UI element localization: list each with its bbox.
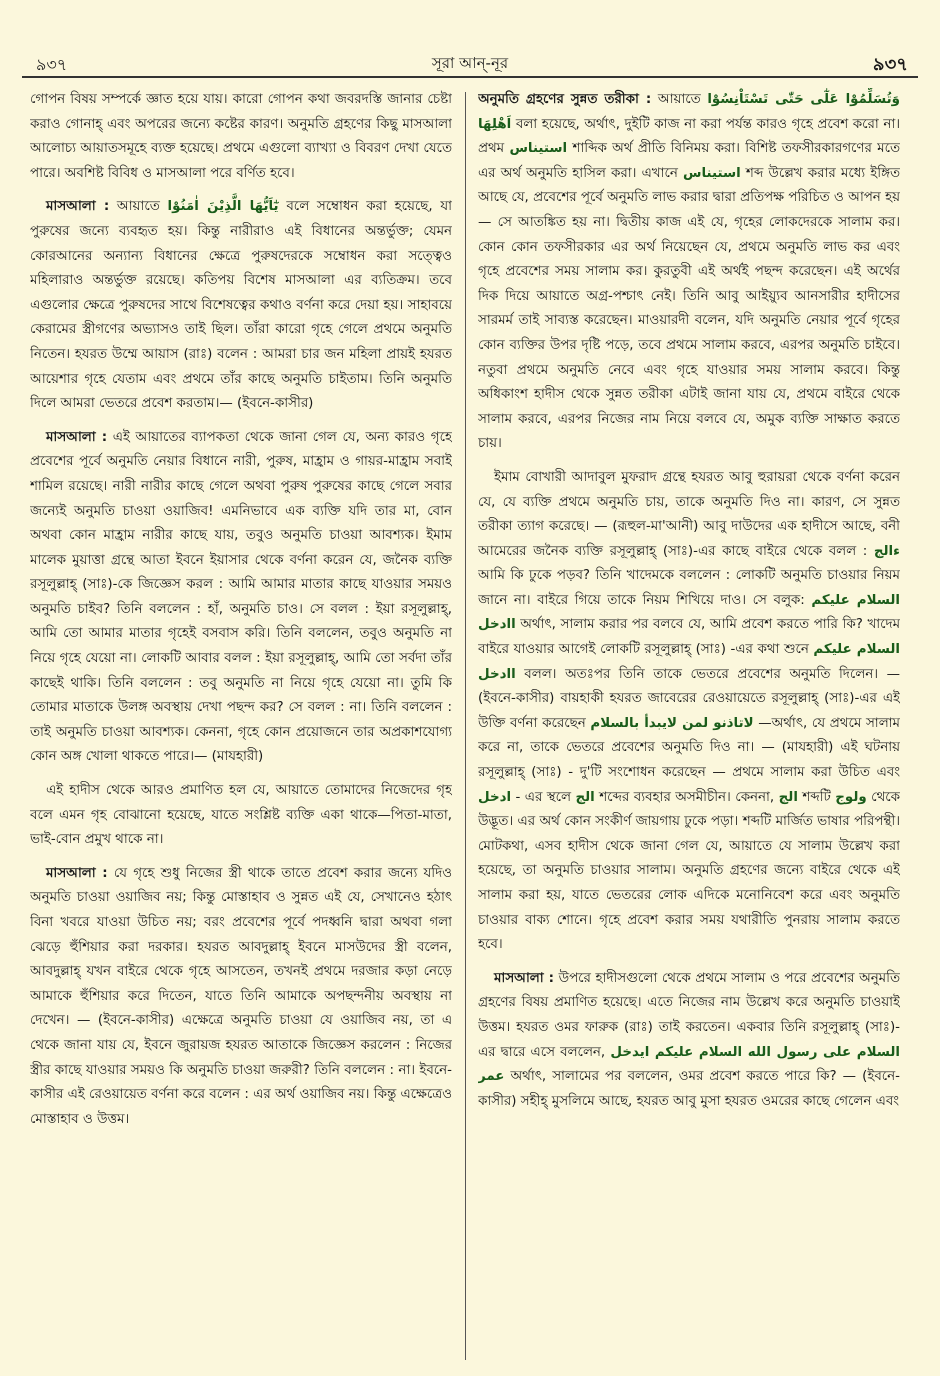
arabic-text: السلام على رسول الله السلام عليكم ايدخل عمر [478,1044,900,1085]
arabic-text: حَتّٰى تَسْتَاْنِسُوْا [707,92,804,107]
arabic-text: استيناس [683,165,741,181]
arabic-text: ولوج [835,789,867,805]
body-text: অর্থাৎ, সালামের পর বললেন, ওমর প্রবেশ করতে পারে কি? — (ইবনে-কাসীর) সহীহ্ মুসলিমে আছে, হযরত আবু মুসা হযরত ওমরের কাছে গেলেন এবং [478,1069,900,1109]
body-text: অর্থাৎ, সালাম করার পর বলবে যে, আমি প্রবেশ করতে পারি কি? খাদেম বাইরে যাওয়ার আগেই লোকটি রসূলুল্লাহ্ (সাঃ) -এর কথা শুনে [478,617,900,658]
paragraph [478,88,900,457]
column-divider [465,92,466,1360]
left-page-number: ৯৩৭ [36,55,68,74]
body-text: শব্দ উল্লেখ করার মধ্যে ইঙ্গিত আছে যে, প্রবেশের পূর্বে অনুমতি লাভ করার দ্বারা প্রতিপক্ষ পরিচিত ও আপন হয়— সে আতঙ্কিত হয় না। দ্বিতীয় কাজ এই যে, গৃহের লোকদেরকে সালাম কর। কোন কোন তফসীরকার এর অর্থ নিয়েছেন যে, প্রথমে অনুমতি লাভ কর এবং গৃহে প্রবেশের সময় সালাম কর। কুরতুবী এই অর্থই পছন্দ করেছেন। এই অর্থের দিক দিয়ে আয়াতে অগ্র-পশ্চাৎ নেই। তিনি আবু আইয়্যুব আনসারীর হাদীসের সারমর্ম তাই সাব্যস্ত করেছেন। মাওয়ারদী বলেন, যদি অনুমতি নেয়ার পূর্বে গৃহের কোন ব্যক্তির উপর দৃষ্টি পড়ে, তবে প্রথমে সালাম করবে, এরপর অনুমতি চাইবে। নতুবা প্রথমে অনুমতি নেবে এবং গৃহে যাওয়ার সময় সালাম করবে। কিন্তু অধিকাংশ হাদীস থেকে সুন্নত তরীকা এটাই জানা যায় যে, প্রথমে বাইরে থেকে সালাম করবে, এরপর নিজের নাম নিয়ে বলবে যে, অমুক ব্যক্তি সাক্ষাত করতে চায়। [478,165,900,452]
paragraph [30,862,452,1133]
body-text: বলে সম্বোধন করা হয়েছে, যা পুরুষের জন্যে ব্যবহৃত হয়। কিন্তু নারীরাও এই বিধানের অন্তর্ভুক্ত; যেমন কোরআনের অন্যান্য বিধানের ক্ষেত্রে পুরুষদেরকে সম্বোধন করা সত্ত্বেও মহিলারাও অন্তর্ভুক্ত রয়েছে। কতিপয় বিশেষ মাসআলা এর ব্যতিক্রম। তবে এগুলোর ক্ষেত্রে পুরুষদের সাথে বিশেষত্বের কথাও বর্ণনা করে দেয়া হয়। সাহাবয়ে কেরামের স্ত্রীগণের অভ্যাসও তাই ছিল। তাঁরা কারো গৃহে গেলে প্রথমে অনুমতি নিতেন। হযরত উম্মে আয়াস (রাঃ) বলেন : আমরা চার জন মহিলা প্রায়ই হযরত আয়েশার গৃহে যেতাম এবং প্রথমে তাঁর কাছে অনুমতি চাইতাম। তিনি অনুমতি দিলে আমরা ভেতরে প্রবেশ করতাম।— (ইবনে-কাসীর) [30,199,452,412]
paragraph [30,426,452,770]
body-text: ইমাম বোখারী আদাবুল মুফরাদ গ্রন্থে হযরত আবু হুরায়রা থেকে বর্ণনা করেন যে, যে ব্যক্তি প্রথমে অনুমতি চায়, তাকে অনুমতি দিও না। কারণ, সে সুন্নত তরীকা ত্যাগ করেছে। — (রূহুল-মা'আনী) আবু দাউদের এক হাদীসে আছে, বনী আমেরের জনৈক ব্যক্তি রসূলুল্লাহ্ (সাঃ)-এর কাছে বাইরে থেকে বলল : [478,469,900,559]
arabic-text: لاتاذنو لمن لايبدأ بالسلام [590,715,754,731]
body-text: গোপন বিষয় সম্পর্কে জ্ঞাত হয়ে যায়। কারো গোপন কথা জবরদস্তি জানার চেষ্টা করাও গোনাহ্ এবং অপরের জন্যে কষ্টের কারণ। অনুমতি গ্রহণের কিছু মাসআলা আলোচ্য আয়াতসমূহে ব্যক্ত হয়েছে। প্রথমে এগুলো ব্যাখ্যা ও বিবরণ দেখা যেতে পারে। অবশিষ্ট বিবিধ ও মাসআলা পরে বর্ণিত হবে। [30,92,452,181]
arabic-text: السلام عليكم اادخل [478,642,900,682]
body-text: - এর স্থলে [511,789,576,805]
body-text: এই আয়াতের ব্যাপকতা থেকে জানা গেল যে, অন্য কারও গৃহে প্রবেশের পূর্বে অনুমতি নেয়ার বিধানে নারী, পুরুষ, মাহ্রাম ও গায়র-মাহ্রাম সবাই শামিল রয়েছে। নারী নারীর কাছে গেলে অথবা পুরুষ পুরুষের কাছে গেলে সবার জন্যেই অনুমতি চাওয়া ওয়াজিব! এমনিভাবে এক ব্যক্তি যদি তার মা, বোন অথবা কোন মাহ্রাম নারীর কাছে যায়, তবুও অনুমতি চাওয়া আবশ্যক। ইমাম মালেক মুয়াত্তা গ্রন্থে আতা ইবনে ইয়াসার থেকে বর্ণনা করেন যে, জনৈক ব্যক্তি রসূলুল্লাহ্ (সাঃ)-কে জিজ্ঞেস করল : আমি আমার মাতার কাছে যাওয়ার সময়ও অনুমতি চাইব? তিনি বললেন : হাঁ, অনুমতি চাও। সে বলল : ইয়া রসূলুল্লাহ্, আমি তো আমার মাতার গৃহেই বসবাস করি। তিনি বললেন, তবুও অনুমতি না নিয়ে গৃহে যেয়ো না। লোকটি আবার বলল : ইয়া রসূলুল্লাহ্, আমি তো সর্বদা তাঁর কাছেই থাকি। তিনি বললেন : তবু অনুমতি না নিয়ে গৃহে যেয়ো না। তুমি কি তোমার মাতাকে উলঙ্গ অবস্থায় দেখা পছন্দ কর? সে বলল : না। তিনি বললেন : তাই অনুমতি চাওয়া আবশ্যক। কেননা, গৃহে কোন প্রয়োজনে তার অপ্রকাশযোগ্য কোন অঙ্গ খোলা থাকতে পারে।— (মাযহারী) [30,429,452,765]
body-text: —অর্থাৎ, যে প্রথমে সালাম করে না, তাকে ভেতরে প্রবেশের অনুমতি দিও না। — (মাযহারী) এই ঘটনায় রসূলুল্লাহ্ (সাঃ) - দু'টি সংশোধন করেছেন — প্রথমে সালাম করা উচিত এবং [478,715,900,781]
arabic-text: ادخل [478,789,512,805]
body-text: শব্দটি [797,789,836,805]
paragraph [478,466,900,958]
body-text: এই হাদীস থেকে আরও প্রমাণিত হল যে, আয়াতে তোমাদের নিজেদের গৃহ বলে এমন গৃহ বোঝানো হয়েছে, যাতে সংশ্লিষ্ট ব্যক্তি একা থাকে—পিতা-মাতা, ভাই-বোন প্রমুখ থাকে না। [30,783,452,848]
section-heading: মাসআলা : [494,970,555,986]
body-text: শাব্দিক অর্থ প্রীতি বিনিময় করা। বিশিষ্ট তফসীরকারগণের মতে এর অর্থ অনুমতি হাসিল করা। এখানে [478,141,900,181]
arabic-text: يٰٓاَيُّهَا الَّذِيْنَ اٰمَنُوْا [167,199,279,215]
section-heading: মাসআলা : [46,865,108,881]
body-text: বলল। অতঃপর তিনি তাকে ভেতরে প্রবেশের অনুমতি দিলেন। — (ইবনে-কাসীর) বায়হাকী হযরত জাবেরের রেওয়ায়েতে রসূলুল্লাহ্ (সাঃ)-এর এই উক্তি বর্ণনা করেছেন [478,666,900,731]
arabic-text: الج [575,789,595,805]
paragraph [30,195,452,416]
arabic-text: السلام عليكم اادخل [478,592,900,633]
body-text: আয়াতে [651,92,708,107]
body-text: শব্দের ব্যবহার অসমীচীন। কেননা, [594,789,779,805]
section-heading: অনুমতি গ্রহণের সুন্নত তরীকা : [478,92,652,107]
arabic-text: الج [778,789,798,805]
body-text: আয়াতে [109,199,168,215]
body-text: থেকে উদ্ভূত। এর অর্থ কোন সংকীর্ণ জায়গায় ঢুকে পড়া। শব্দটি মার্জিত ভাষার পরিপন্থী। মোটকথা, এসব হাদীস থেকে জানা গেল যে, আয়াতে যে সালাম উল্লেখ করা হয়েছে, তা অনুমতি চাওয়ার সালাম। অনুমতি গ্রহণের জন্যে বাইরে থেকে এই সালাম করা হয়, যাতে ভেতরের লোক এদিকে মনোনিবেশ করে এবং অনুমতি চাওয়ার বাক্য শোনে। গৃহে প্রবেশ করার সময় যথারীতি পুনরায় সালাম করতে হবে। [478,789,900,953]
body-text: আমি কি ঢুকে পড়ব? তিনি খাদেমকে বললেন : লোকটি অনুমতি চাওয়ার নিয়ম জানে না। বাইরে গিয়ে তাকে নিয়ম শিখিয়ে দাও। সে বলুক: [478,568,900,608]
paragraph [30,88,452,186]
body-text: বলা হয়েছে, অর্থাৎ, দুইটি কাজ না করা পর্যন্ত কারও গৃহে প্রবেশ করো না। প্রথম [478,116,900,157]
section-heading: মাসআলা : [46,199,110,215]
arabic-text: استيناس [509,141,568,157]
arabic-text: ءالج [873,543,900,559]
arabic-text: وَتُسَلِّمُوْا عَلٰٓى اَهْلِهَا [478,92,900,132]
right-page-number: ৯৩৭ [872,54,908,75]
body-text: উপরে হাদীসগুলো থেকে প্রথমে সালাম ও পরে প্রবেশের অনুমতি গ্রহণের বিষয় প্রমাণিত হয়েছে। এতে নিজের নাম উল্লেখ করে অনুমতি চাওয়াই উত্তম। হযরত ওমর ফারুক (রাঃ) তাই করতেন। একবার তিনি রসূলুল্লাহ্ (সাঃ)-এর দ্বারে এসে বললেন, [478,970,900,1060]
paragraph [30,779,452,853]
page-title: সূরা আন্-নূর [431,54,509,72]
section-heading: মাসআলা : [46,429,108,445]
paragraph [478,967,900,1115]
page-header [22,50,918,78]
right-column [478,88,900,1363]
body-text: যে গৃহে শুধু নিজের স্ত্রী থাকে তাতে প্রবেশ করার জন্যে যদিও অনুমতি চাওয়া ওয়াজিব নয়; কিন্তু মোস্তাহাব ও সুন্নত এই যে, সেখানেও হঠাৎ বিনা খবরে যাওয়া উচিত নয়; বরং প্রবেশের পূর্বে পদধ্বনি দ্বারা অথবা গলা ঝেড়ে হুঁশিয়ার করা দরকার। হযরত আবদুল্লাহ্ ইবনে মাসউদের স্ত্রী বলেন, আবদুল্লাহ্ যখন বাইরে থেকে গৃহে আসতেন, তখনই প্রথমে দরজার কড়া নেড়ে আমাকে হুঁশিয়ার করে দিতেন, যাতে তিনি আমাকে অপছন্দনীয় অবস্থায় না দেখেন। — (ইবনে-কাসীর) এক্ষেত্রে অনুমতি চাওয়া যে ওয়াজিব নয়, তা এ থেকে জানা যায় যে, ইবনে জুরায়জ হযরত আতাকে জিজ্ঞেস করলেন : নিজের স্ত্রীর কাছে যাওয়ার সময়ও কি অনুমতি চাওয়া জরুরী? তিনি বললেন : না। ইবনে-কাসীর এই রেওয়ায়েত বর্ণনা করে বলেন : এর অর্থ ওয়াজিব নয়। কিন্তু এক্ষেত্রেও মোস্তাহাব ও উত্তম। [30,865,452,1127]
left-column [30,88,452,1363]
